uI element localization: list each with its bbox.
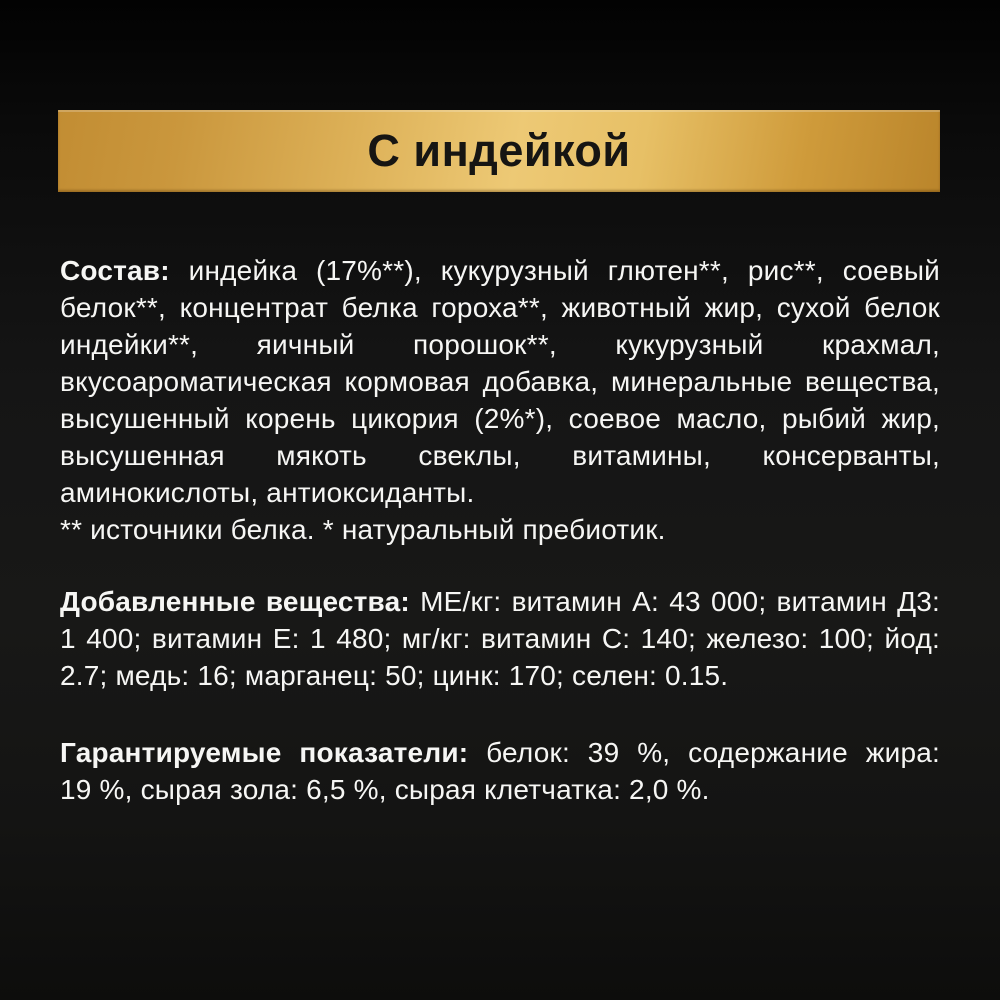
composition-paragraph — [60, 252, 940, 511]
guaranteed-analysis-paragraph — [60, 734, 940, 808]
protein-sources-footnote: ** источники белка. * натуральный пребиотик. — [60, 514, 666, 545]
additives-heading: Добавленные вещества: — [60, 586, 410, 617]
flavor-banner — [58, 110, 940, 192]
composition-heading: Состав: — [60, 255, 170, 286]
additives-text: МЕ/кг: витамин А: 43 000; витамин Д3: 1 400; витамин Е: 1 480; мг/кг: витамин С: 140; железо: 100; йод: 2.7; медь: 16; марганец: 50; цинк: 170; селен: 0.15. — [60, 586, 941, 691]
flavor-banner-title: С индейкой — [367, 125, 631, 176]
label-text-content — [60, 252, 940, 808]
composition-text: индейка (17%**), кукурузный глютен**, рис**, соевый белок**, концентрат белка гороха**, животный жир, сухой белок индейки**, яичный порошок**, кукурузный крахмал, вкусоароматическая кормовая добавка, минеральные вещества, высушенный корень цикория (2%*), соевое масло, рыбий жир, высушенная мякоть свеклы, витамины, консерванты, аминокислоты, антиоксиданты. — [60, 255, 940, 508]
guaranteed-analysis-text: белок: 39 %, содержание жира: 19 %, сырая зола: 6,5 %, сырая клетчатка: 2,0 %. — [60, 737, 940, 805]
additives-paragraph — [60, 583, 940, 694]
guaranteed-analysis-heading: Гарантируемые показатели: — [60, 737, 469, 768]
